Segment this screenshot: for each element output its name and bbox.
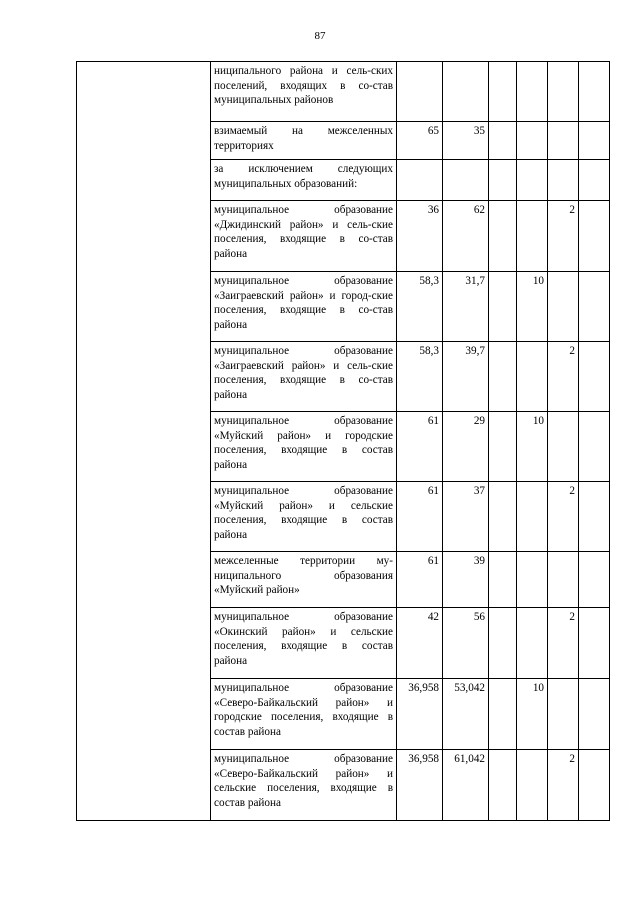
- value-cell: 10: [517, 679, 548, 750]
- value-cell: 65: [397, 122, 443, 160]
- value-cell: 35: [443, 122, 489, 160]
- value-cell: [579, 552, 610, 608]
- value-cell: [489, 122, 517, 160]
- value-cell: 53,042: [443, 679, 489, 750]
- value-cell: [489, 552, 517, 608]
- value-cell: [489, 62, 517, 122]
- value-cell: 2: [548, 342, 579, 412]
- value-cell: 37: [443, 482, 489, 552]
- value-cell: [489, 412, 517, 482]
- value-cell: [579, 750, 610, 821]
- row-description: за исключением следующих муниципальных образований:: [211, 160, 397, 201]
- row-description: ниципального района и сель-ских поселений, входящих в со-став муниципальных районов: [211, 62, 397, 122]
- value-cell: 31,7: [443, 272, 489, 342]
- value-cell: [517, 552, 548, 608]
- value-cell: 36: [397, 201, 443, 272]
- value-cell: [489, 160, 517, 201]
- value-cell: [517, 342, 548, 412]
- value-cell: [517, 608, 548, 679]
- value-cell: [397, 160, 443, 201]
- value-cell: [548, 122, 579, 160]
- row-description: взимаемый на межселенных территориях: [211, 122, 397, 160]
- value-cell: [579, 482, 610, 552]
- row-description: муниципальное образование «Северо-Байкальский район» и городские поселения, входящие в состав района: [211, 679, 397, 750]
- row-description: муниципальное образование «Заиграевский район» и сель-ские поселения, входящие в со-став района: [211, 342, 397, 412]
- value-cell: [548, 62, 579, 122]
- value-cell: [517, 160, 548, 201]
- value-cell: 2: [548, 201, 579, 272]
- page-number: 87: [314, 30, 326, 42]
- value-cell: 58,3: [397, 342, 443, 412]
- row-description: муниципальное образование «Муйский район» и городские поселения, входящие в состав района: [211, 412, 397, 482]
- value-cell: 2: [548, 608, 579, 679]
- row-description: муниципальное образование «Джидинский район» и сель-ские поселения, входящие в со-став района: [211, 201, 397, 272]
- value-cell: 56: [443, 608, 489, 679]
- value-cell: [579, 679, 610, 750]
- value-cell: [579, 608, 610, 679]
- value-cell: [548, 272, 579, 342]
- value-cell: [579, 201, 610, 272]
- value-cell: [489, 608, 517, 679]
- value-cell: [517, 62, 548, 122]
- row-description: муниципальное образование «Северо-Байкальский район» и сельские поселения, входящие в состав района: [211, 750, 397, 821]
- value-cell: [548, 160, 579, 201]
- value-cell: 10: [517, 412, 548, 482]
- value-cell: [517, 122, 548, 160]
- row-description: муниципальное образование «Заиграевский район» и город-ские поселения, входящие в со-став района: [211, 272, 397, 342]
- value-cell: 36,958: [397, 679, 443, 750]
- value-cell: [397, 62, 443, 122]
- value-cell: 62: [443, 201, 489, 272]
- value-cell: [548, 679, 579, 750]
- value-cell: 61: [397, 412, 443, 482]
- value-cell: 61: [397, 482, 443, 552]
- table-row: [77, 62, 610, 122]
- value-cell: [579, 272, 610, 342]
- value-cell: [443, 160, 489, 201]
- value-cell: 29: [443, 412, 489, 482]
- value-cell: 2: [548, 750, 579, 821]
- value-cell: 42: [397, 608, 443, 679]
- value-cell: [517, 750, 548, 821]
- value-cell: 61: [397, 552, 443, 608]
- value-cell: [548, 412, 579, 482]
- value-cell: [579, 412, 610, 482]
- value-cell: 2: [548, 482, 579, 552]
- blank-cell: [77, 62, 211, 821]
- value-cell: [489, 482, 517, 552]
- value-cell: [579, 342, 610, 412]
- value-cell: 58,3: [397, 272, 443, 342]
- value-cell: [579, 62, 610, 122]
- value-cell: 61,042: [443, 750, 489, 821]
- budget-distribution-table: [76, 61, 610, 821]
- value-cell: [517, 482, 548, 552]
- row-description: муниципальное образование «Окинский район» и сельские поселения, входящие в состав района: [211, 608, 397, 679]
- value-cell: 39: [443, 552, 489, 608]
- value-cell: 36,958: [397, 750, 443, 821]
- value-cell: [489, 201, 517, 272]
- value-cell: [489, 342, 517, 412]
- value-cell: 39,7: [443, 342, 489, 412]
- value-cell: 10: [517, 272, 548, 342]
- value-cell: [489, 750, 517, 821]
- value-cell: [489, 272, 517, 342]
- value-cell: [489, 679, 517, 750]
- value-cell: [548, 552, 579, 608]
- row-description: межселенные территории му-ниципального образования «Муйский район»: [211, 552, 397, 608]
- value-cell: [579, 122, 610, 160]
- value-cell: [443, 62, 489, 122]
- row-description: муниципальное образование «Муйский район» и сельские поселения, входящие в состав района: [211, 482, 397, 552]
- value-cell: [517, 201, 548, 272]
- value-cell: [579, 160, 610, 201]
